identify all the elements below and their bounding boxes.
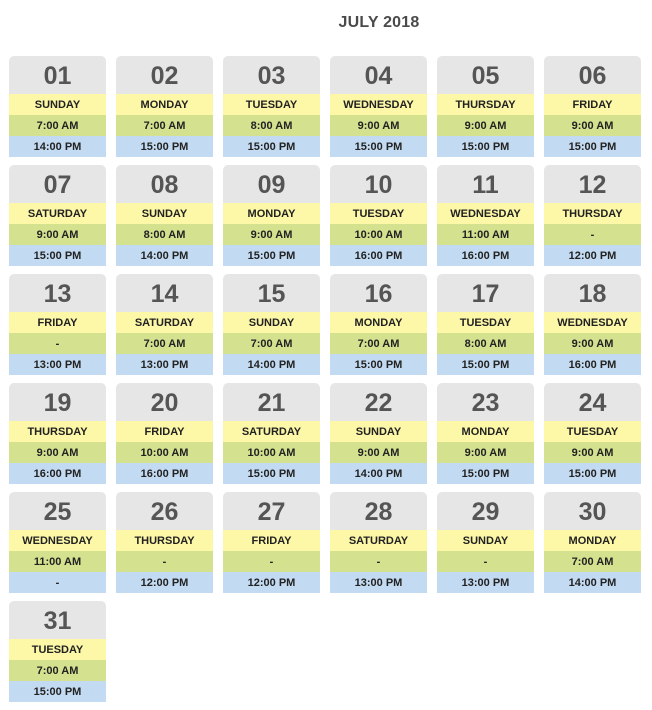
- closing-time: 15:00 PM: [544, 136, 641, 157]
- closing-time: 15:00 PM: [9, 681, 106, 702]
- day-number: 30: [544, 492, 641, 530]
- closing-time: 14:00 PM: [116, 245, 213, 266]
- opening-time: 9:00 AM: [330, 442, 427, 463]
- closing-time: 15:00 PM: [223, 245, 320, 266]
- weekday-label: MONDAY: [437, 421, 534, 442]
- opening-time: 7:00 AM: [330, 333, 427, 354]
- opening-time: 7:00 AM: [544, 551, 641, 572]
- weekday-label: TUESDAY: [544, 421, 641, 442]
- opening-time: -: [437, 551, 534, 572]
- weekday-label: SUNDAY: [9, 94, 106, 115]
- opening-time: 7:00 AM: [9, 660, 106, 681]
- day-cell: [437, 56, 534, 157]
- day-number: 26: [116, 492, 213, 530]
- day-number: 03: [223, 56, 320, 94]
- calendar-grid: [9, 56, 641, 702]
- weekday-label: WEDNESDAY: [437, 203, 534, 224]
- opening-time: -: [9, 333, 106, 354]
- weekday-label: SUNDAY: [116, 203, 213, 224]
- day-cell: [9, 274, 106, 375]
- opening-time: 9:00 AM: [223, 224, 320, 245]
- day-number: 13: [9, 274, 106, 312]
- opening-time: 11:00 AM: [437, 224, 534, 245]
- opening-time: 11:00 AM: [9, 551, 106, 572]
- weekday-label: WEDNESDAY: [330, 94, 427, 115]
- day-number: 18: [544, 274, 641, 312]
- opening-time: 9:00 AM: [544, 333, 641, 354]
- day-number: 12: [544, 165, 641, 203]
- day-number: 16: [330, 274, 427, 312]
- day-cell: [9, 383, 106, 484]
- day-number: 21: [223, 383, 320, 421]
- day-cell: [223, 492, 320, 593]
- opening-time: 9:00 AM: [544, 442, 641, 463]
- weekday-label: THURSDAY: [437, 94, 534, 115]
- day-cell: [223, 165, 320, 266]
- weekday-label: WEDNESDAY: [544, 312, 641, 333]
- weekday-label: SATURDAY: [9, 203, 106, 224]
- weekday-label: TUESDAY: [330, 203, 427, 224]
- closing-time: 13:00 PM: [9, 354, 106, 375]
- day-number: 02: [116, 56, 213, 94]
- weekday-label: FRIDAY: [223, 530, 320, 551]
- day-cell: [116, 492, 213, 593]
- opening-time: 9:00 AM: [9, 442, 106, 463]
- closing-time: 16:00 PM: [116, 463, 213, 484]
- day-number: 01: [9, 56, 106, 94]
- day-number: 23: [437, 383, 534, 421]
- day-number: 04: [330, 56, 427, 94]
- opening-time: -: [116, 551, 213, 572]
- day-cell: [330, 165, 427, 266]
- opening-time: 10:00 AM: [330, 224, 427, 245]
- opening-time: 8:00 AM: [223, 115, 320, 136]
- day-cell: [330, 274, 427, 375]
- closing-time: 13:00 PM: [437, 572, 534, 593]
- day-number: 08: [116, 165, 213, 203]
- day-cell: [9, 492, 106, 593]
- day-cell: [330, 56, 427, 157]
- closing-time: 15:00 PM: [437, 463, 534, 484]
- closing-time: 15:00 PM: [330, 136, 427, 157]
- closing-time: -: [9, 572, 106, 593]
- closing-time: 13:00 PM: [330, 572, 427, 593]
- weekday-label: MONDAY: [223, 203, 320, 224]
- day-cell: [223, 274, 320, 375]
- day-cell: [330, 492, 427, 593]
- closing-time: 16:00 PM: [330, 245, 427, 266]
- day-cell: [437, 274, 534, 375]
- weekday-label: SUNDAY: [437, 530, 534, 551]
- day-number: 14: [116, 274, 213, 312]
- closing-time: 15:00 PM: [223, 463, 320, 484]
- opening-time: 8:00 AM: [437, 333, 534, 354]
- weekday-label: SATURDAY: [223, 421, 320, 442]
- opening-time: 9:00 AM: [544, 115, 641, 136]
- opening-time: 10:00 AM: [116, 442, 213, 463]
- day-cell: [437, 165, 534, 266]
- weekday-label: SUNDAY: [223, 312, 320, 333]
- day-number: 15: [223, 274, 320, 312]
- day-cell: [9, 165, 106, 266]
- day-number: 05: [437, 56, 534, 94]
- day-number: 06: [544, 56, 641, 94]
- day-number: 24: [544, 383, 641, 421]
- day-number: 31: [9, 601, 106, 639]
- weekday-label: SUNDAY: [330, 421, 427, 442]
- weekday-label: MONDAY: [116, 94, 213, 115]
- closing-time: 15:00 PM: [9, 245, 106, 266]
- closing-time: 12:00 PM: [223, 572, 320, 593]
- day-number: 28: [330, 492, 427, 530]
- day-cell: [330, 383, 427, 484]
- day-cell: [223, 383, 320, 484]
- day-cell: [544, 274, 641, 375]
- closing-time: 15:00 PM: [116, 136, 213, 157]
- opening-time: 9:00 AM: [437, 442, 534, 463]
- closing-time: 14:00 PM: [544, 572, 641, 593]
- closing-time: 14:00 PM: [223, 354, 320, 375]
- opening-time: 7:00 AM: [9, 115, 106, 136]
- weekday-label: FRIDAY: [544, 94, 641, 115]
- day-number: 11: [437, 165, 534, 203]
- opening-time: 9:00 AM: [9, 224, 106, 245]
- day-number: 27: [223, 492, 320, 530]
- closing-time: 14:00 PM: [330, 463, 427, 484]
- day-number: 10: [330, 165, 427, 203]
- day-cell: [544, 383, 641, 484]
- opening-time: -: [223, 551, 320, 572]
- weekday-label: FRIDAY: [116, 421, 213, 442]
- month-title: JULY 2018: [338, 14, 420, 31]
- day-number: 17: [437, 274, 534, 312]
- closing-time: 15:00 PM: [544, 463, 641, 484]
- closing-time: 15:00 PM: [330, 354, 427, 375]
- opening-time: 7:00 AM: [116, 115, 213, 136]
- day-cell: [437, 492, 534, 593]
- closing-time: 15:00 PM: [437, 136, 534, 157]
- closing-time: 16:00 PM: [437, 245, 534, 266]
- weekday-label: THURSDAY: [9, 421, 106, 442]
- opening-time: 7:00 AM: [223, 333, 320, 354]
- closing-time: 16:00 PM: [9, 463, 106, 484]
- opening-time: 7:00 AM: [116, 333, 213, 354]
- closing-time: 13:00 PM: [116, 354, 213, 375]
- weekday-label: SATURDAY: [330, 530, 427, 551]
- opening-time: -: [544, 224, 641, 245]
- closing-time: 15:00 PM: [223, 136, 320, 157]
- day-cell: [116, 383, 213, 484]
- closing-time: 14:00 PM: [9, 136, 106, 157]
- weekday-label: THURSDAY: [116, 530, 213, 551]
- day-number: 25: [9, 492, 106, 530]
- day-cell: [9, 601, 106, 702]
- weekday-label: THURSDAY: [544, 203, 641, 224]
- closing-time: 15:00 PM: [437, 354, 534, 375]
- weekday-label: MONDAY: [544, 530, 641, 551]
- opening-time: -: [330, 551, 427, 572]
- weekday-label: TUESDAY: [223, 94, 320, 115]
- weekday-label: MONDAY: [330, 312, 427, 333]
- opening-time: 9:00 AM: [437, 115, 534, 136]
- day-cell: [9, 56, 106, 157]
- day-number: 22: [330, 383, 427, 421]
- weekday-label: FRIDAY: [9, 312, 106, 333]
- day-cell: [116, 56, 213, 157]
- day-cell: [116, 165, 213, 266]
- closing-time: 12:00 PM: [544, 245, 641, 266]
- day-cell: [116, 274, 213, 375]
- opening-time: 10:00 AM: [223, 442, 320, 463]
- day-number: 29: [437, 492, 534, 530]
- day-cell: [544, 165, 641, 266]
- opening-time: 9:00 AM: [330, 115, 427, 136]
- day-cell: [437, 383, 534, 484]
- weekday-label: WEDNESDAY: [9, 530, 106, 551]
- weekday-label: TUESDAY: [9, 639, 106, 660]
- day-cell: [544, 56, 641, 157]
- day-number: 09: [223, 165, 320, 203]
- day-cell: [223, 56, 320, 157]
- day-cell: [544, 492, 641, 593]
- weekday-label: SATURDAY: [116, 312, 213, 333]
- day-number: 20: [116, 383, 213, 421]
- closing-time: 16:00 PM: [544, 354, 641, 375]
- opening-time: 8:00 AM: [116, 224, 213, 245]
- weekday-label: TUESDAY: [437, 312, 534, 333]
- day-number: 19: [9, 383, 106, 421]
- day-number: 07: [9, 165, 106, 203]
- closing-time: 12:00 PM: [116, 572, 213, 593]
